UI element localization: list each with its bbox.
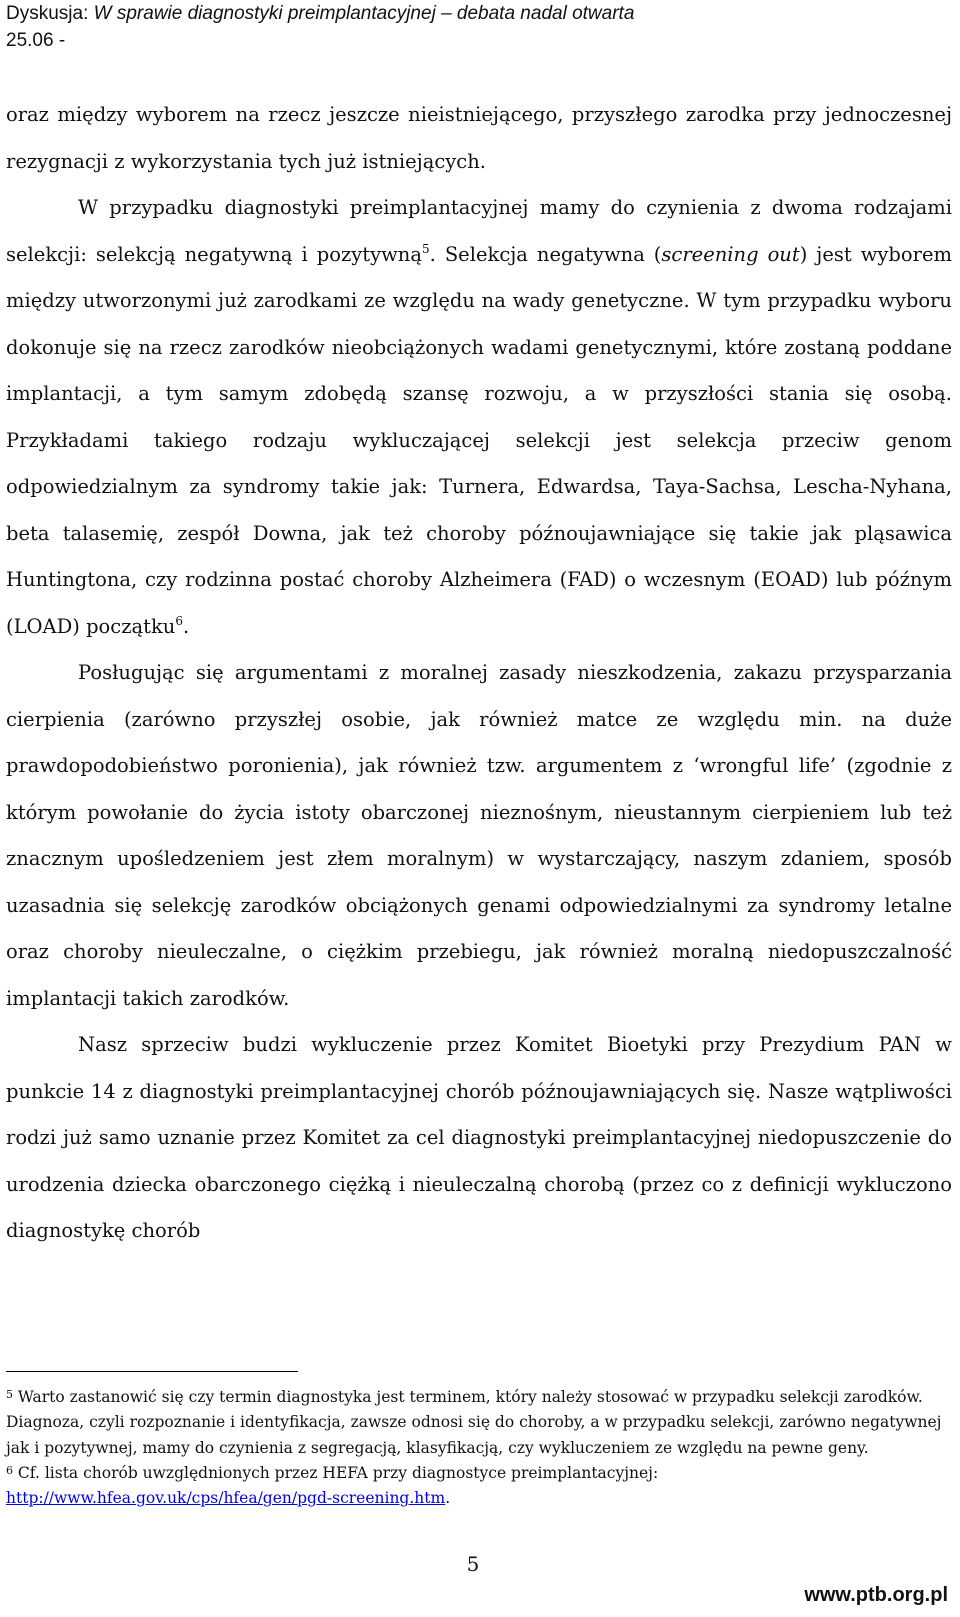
header-pages: 25.06 - [6,30,66,51]
running-header [6,0,946,54]
paragraph-3: Posługując się argumentami z moralnej zasady nieszkodzenia, zakazu przysparzania cierpienia (zarówno przyszłej osobie, jak również matce ze względu min. na duże prawdopodobieństwo poronienia), jak również tzw. argumentem z ‘wrongful life’ (zgodnie z którym powołanie do życia istoty obarczonej nieznośnym, nieustannym cierpieniem lub też znacznym upośledzeniem jest złem moralnym) w wystarczający, naszym zdaniem, sposób uzasadnia się selekcję zarodków obciążonych genami odpowiedzialnymi za syndromy letalne oraz choroby nieuleczalne, o ciężkim przebiegu, jak również moralną niedopuszczalność implantacji takich zarodków. [6,661,952,1010]
paragraph-2-part-e: . [182,614,190,638]
footnote-6-text: Cf. lista chorób uwzględnionych przez HEFA przy diagnostyce preimplantacyjnej: [13,1463,659,1482]
page-number: 5 [466,1552,480,1576]
paragraph-2 [6,185,952,650]
site-url: www.ptb.org.pl [804,1584,948,1606]
header-prefix: Dyskusja: [6,3,94,24]
footnote-6-end: . [445,1489,451,1508]
header-title: W sprawie diagnostyki preimplantacyjnej – debata nadal otwarta [93,3,635,24]
term-screening-out: screening out [661,242,800,266]
footnote-5-text: Warto zastanowić się czy termin diagnostyka jest terminem, który należy stosować w przypadku selekcji zarodków. Diagnoza, czyli rozpoznanie i identyfikacja, zawsze odnosi się do choroby, a w przypadku selekcji, zarówno negatywnej jak i pozytywnej, mamy do czynienia z segregacją, klasyfikacją, czy wykluczeniem ze względu na pewne geny. [6,1388,942,1457]
main-text [6,92,952,1255]
footnotes [6,1385,952,1511]
footnote-5 [6,1385,952,1461]
hfea-link[interactable]: http://www.hfea.gov.uk/cps/hfea/gen/pgd-screening.htm [6,1489,446,1508]
header-line-1 [6,0,946,27]
footnote-6 [6,1461,952,1512]
paragraph-1: oraz między wyborem na rzecz jeszcze nieistniejącego, przyszłego zarodka przy jednoczesnej rezygnacji z wykorzystania tych już istniejących. [6,103,952,173]
footnote-separator [6,1371,298,1372]
paragraph-2-part-a: W przypadku diagnostyki preimplantacyjnej mamy do czynienia z dwoma rodzajami selekcji: selekcją negatywną i pozytywną [6,196,952,266]
paragraph-2-part-d: ) jest wyborem między utworzonymi już zarodkami ze względu na wady genetyczne. W tym przypadku wyboru dokonuje się na rzecz zarodków nieobciążonych wadami genetycznymi, które zostaną poddane implantacji, a tym samym zdobędą szansę rozwoju, a w przyszłości stania się osobą. Przykładami takiego rodzaju wykluczającej selekcji jest selekcja przeciw genom odpowiedzialnym za syndromy takie jak: Turnera, Edwardsa, Taya-Sachsa, Lescha-Nyhana, beta talasemię, zespół Downa, jak też choroby późnoujawniające się takie jak pląsawica Huntingtona, czy rodzinna postać choroby Alzheimera (FAD) o wczesnym (EOAD) lub późnym (LOAD) początku [6,242,953,638]
paragraph-2-part-b: . Selekcja negatywna ( [429,242,662,266]
footnote-5-number: 5 [6,1388,13,1401]
paragraph-4: Nasz sprzeciw budzi wykluczenie przez Komitet Bioetyki przy Prezydium PAN w punkcie 14 z diagnostyki preimplantacyjnej chorób późnoujawniających się. Nasze wątpliwości rodzi już samo uznanie przez Komitet za cel diagnostyki preimplantacyjnej niedopuszczenie do urodzenia dziecka obarczonego ciężką i nieuleczalną chorobą (przez co z definicji wykluczono diagnostykę chorób [6,1033,952,1242]
footnote-6-number: 6 [6,1463,13,1477]
footnote-ref-5[interactable]: 5 [422,241,430,256]
footnote-ref-6[interactable]: 6 [175,613,183,628]
